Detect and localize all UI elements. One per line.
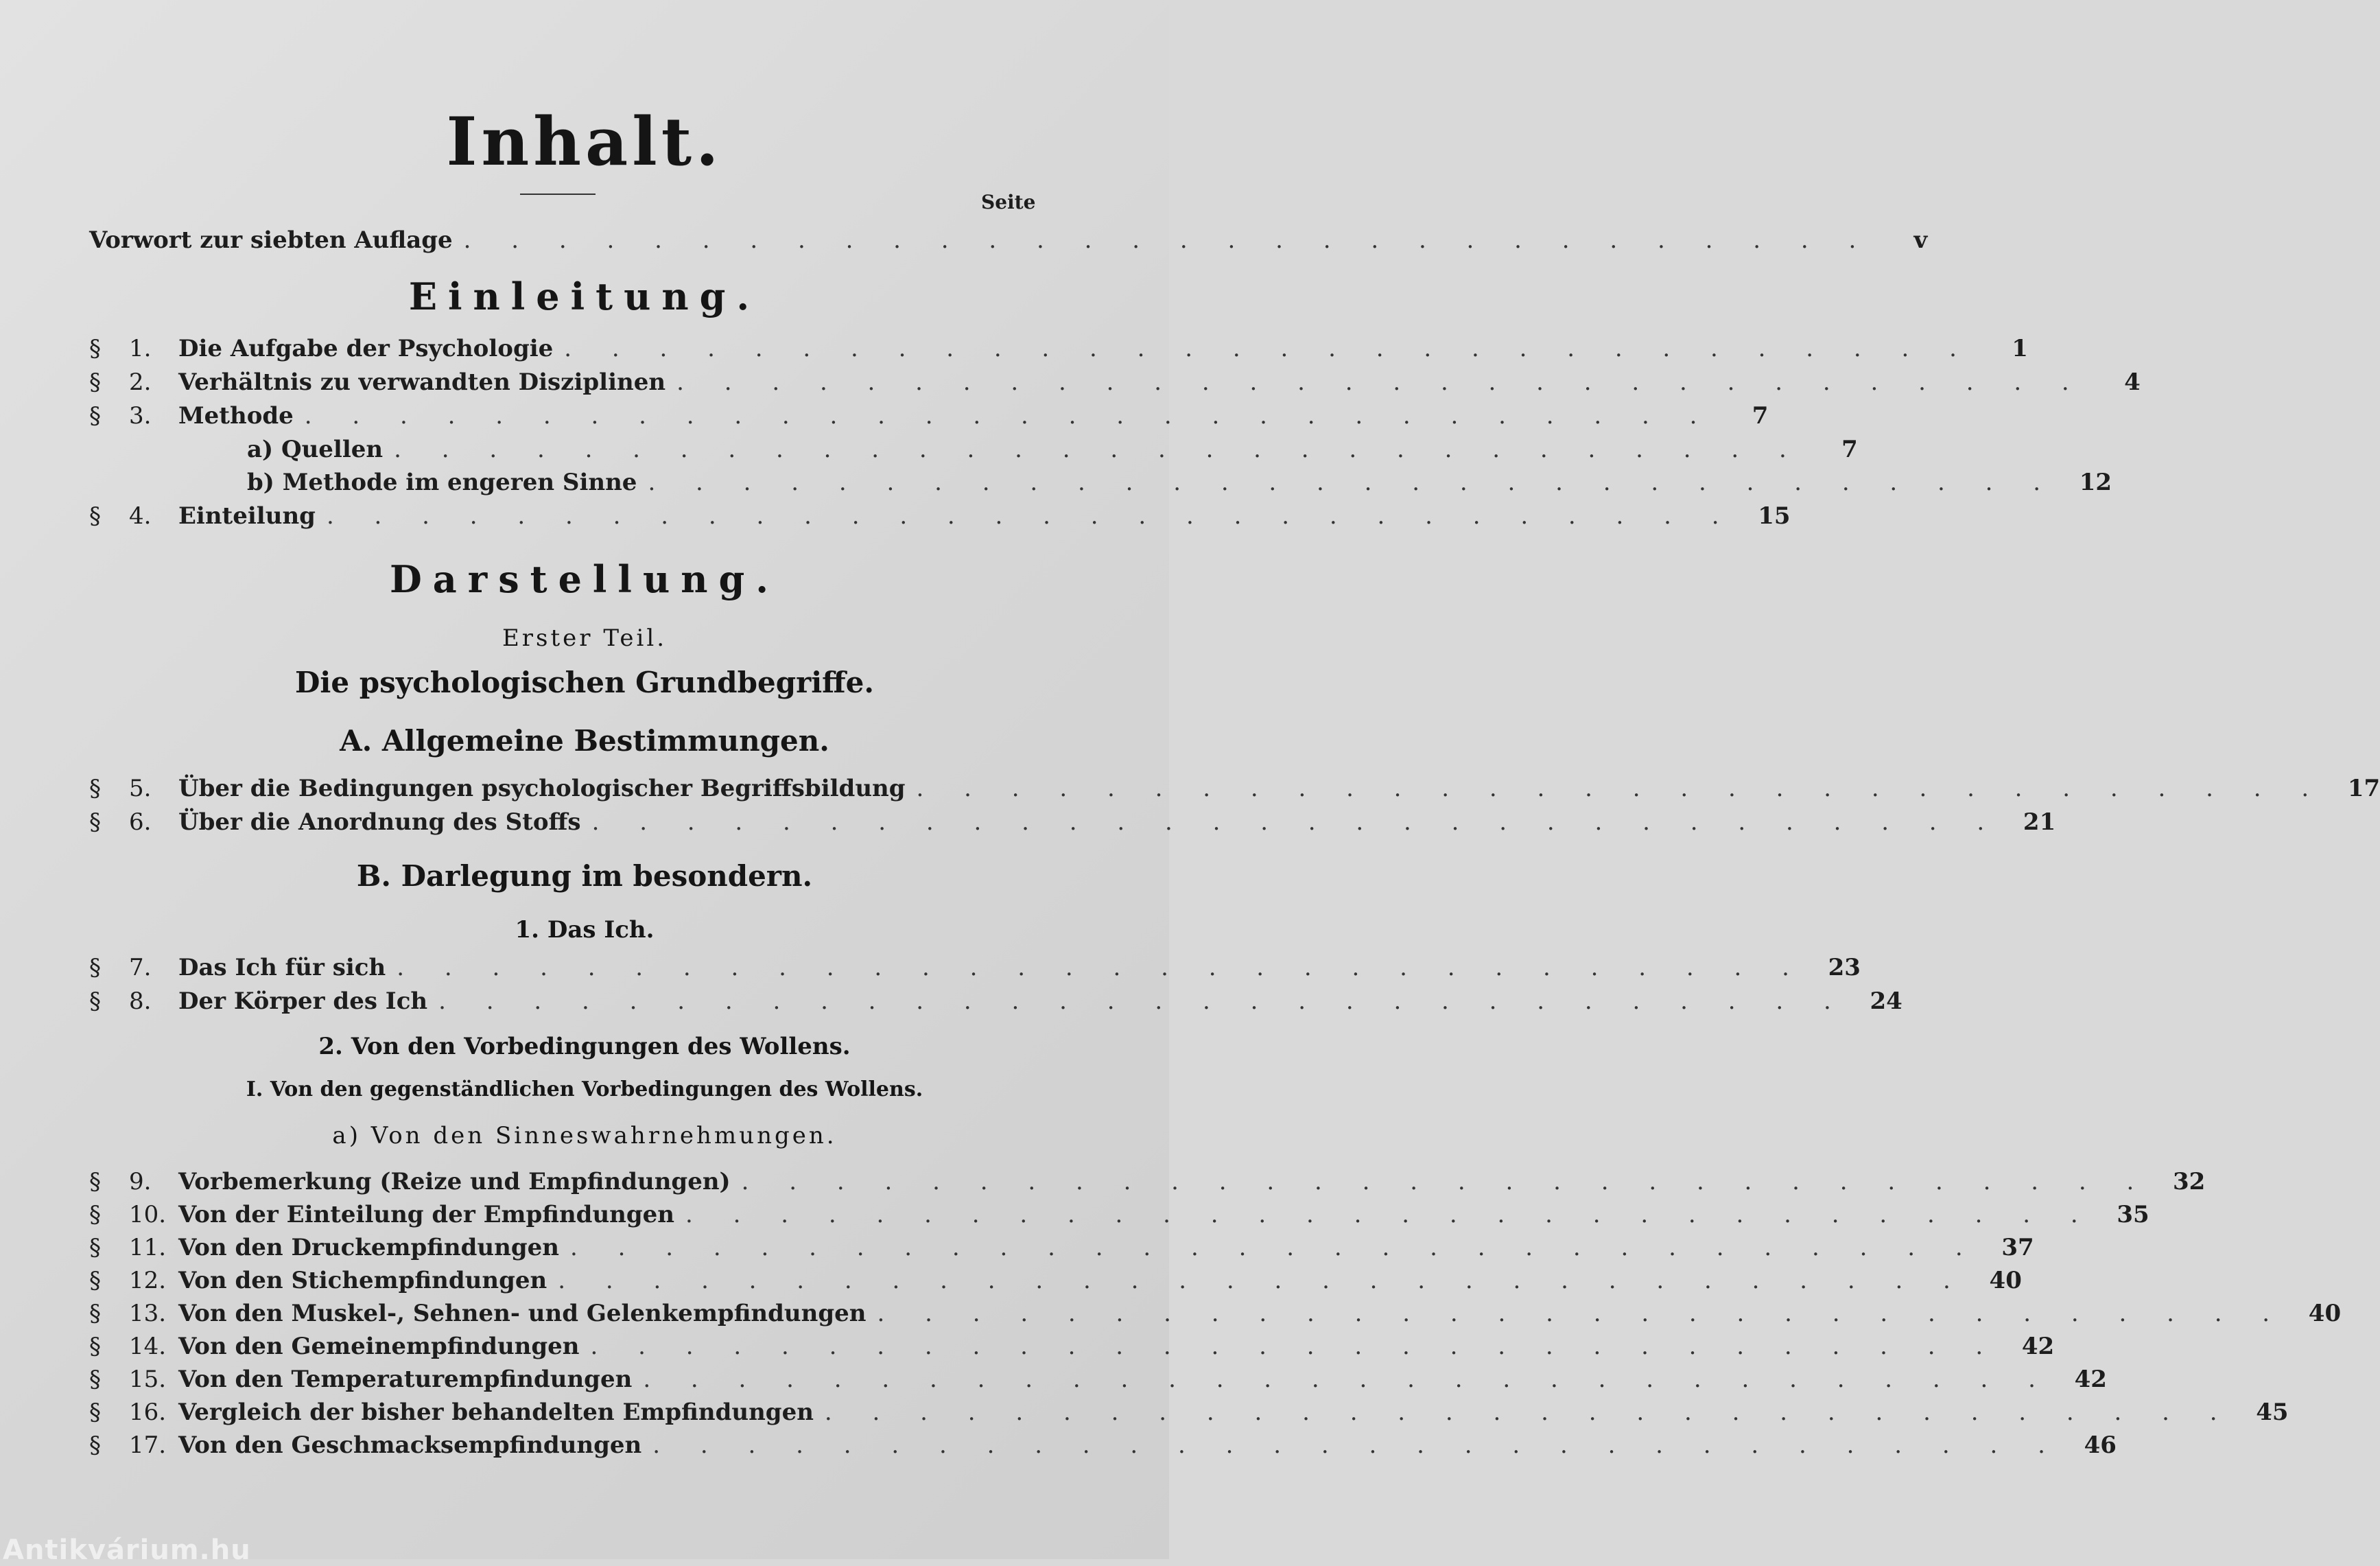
entry-page: 21 [2023, 808, 2056, 836]
paragraph-number: § 14. [89, 1333, 167, 1360]
entry-page: 45 [2256, 1399, 2289, 1426]
subsection-2-heading: 2. Von den Vorbedingungen des Wollens. [318, 1033, 851, 1060]
heading-darstellung: Darstellung. [389, 557, 780, 601]
paragraph-number: § 5. [89, 775, 152, 802]
paragraph-number: § 11. [89, 1234, 167, 1261]
entry-page: 23 [1828, 954, 1861, 981]
watermark: Antikvárium.hu [3, 1534, 251, 1566]
toc-entry [89, 1230, 2034, 1265]
paragraph-number: § 9. [89, 1168, 152, 1195]
leader-dots: . . . . . . . . . . . . . . . . . . . . . . . . . . . . . . [564, 335, 1973, 362]
paragraph-number: § 10. [89, 1201, 167, 1228]
section-b-heading: B. Darlegung im besondern. [356, 859, 813, 893]
paragraph-number: § 13. [89, 1300, 167, 1327]
bleed-through [892, 69, 900, 93]
entry-title: b) Methode im engeren Sinne [247, 469, 637, 496]
entry-page: 40 [2308, 1300, 2342, 1327]
leader-dots: . . . . . . . . . . . . . . . . . . . . . . . . . . . . . . [591, 808, 2001, 836]
leader-dots: . . . . . . . . . . . . . . . . . . . . . . . . . . . . . . [824, 1399, 2234, 1426]
toc-entry [89, 1165, 2206, 1199]
toc-entry [89, 1362, 2107, 1396]
subsection-2-i-heading: I. Von den gegenständlichen Vorbedingungen des Wollens. [246, 1077, 923, 1101]
paragraph-number: § 3. [89, 402, 152, 430]
toc-entry [89, 331, 2028, 366]
entry-page: 15 [1758, 502, 1791, 530]
paragraph-number: § 2. [89, 369, 152, 396]
entry-title: Über die Anordnung des Stoffs [178, 808, 581, 836]
title-rule [520, 194, 596, 195]
paragraph-number: § 8. [89, 987, 152, 1015]
leader-dots: . . . . . . . . . . . . . . . . . . . . . . . . . . . . . . [877, 1300, 2287, 1327]
page-column-label: Seite [981, 191, 1036, 213]
paragraph-number: § 17. [89, 1431, 167, 1459]
leader-dots: . . . . . . . . . . . . . . . . . . . . . . . . . . . . . . [590, 1333, 2000, 1360]
toc-entry [89, 399, 1769, 433]
part-label: Erster Teil. [502, 624, 668, 652]
entry-page: 4 [2124, 369, 2141, 396]
entry-title: Vorwort zur siebten Auflage [89, 226, 453, 254]
leader-dots: . . . . . . . . . . . . . . . . . . . . . . . . . . . . . . [643, 1366, 2052, 1393]
entry-page: 17 [2347, 775, 2380, 802]
part-title: Die psychologischen Grundbegriffe. [295, 666, 874, 699]
entry-title: Das Ich für sich [178, 954, 386, 981]
entry-page: 40 [1989, 1267, 2022, 1294]
toc-entry [89, 499, 1791, 533]
paragraph-number: § 6. [89, 808, 152, 836]
entry-title: Von den Druckempfindungen [178, 1234, 559, 1261]
leader-dots: . . . . . . . . . . . . . . . . . . . . . . . . . . . . . . [685, 1201, 2095, 1228]
entry-title: Von den Gemeinempfindungen [178, 1333, 580, 1360]
leader-dots: . . . . . . . . . . . . . . . . . . . . . . . . . . . . . . [304, 402, 1714, 430]
leader-dots: . . . . . . . . . . . . . . . . . . . . . . . . . . . . . . [652, 1431, 2062, 1459]
entry-page: 35 [2117, 1201, 2149, 1228]
entry-title: Von den Stichempfindungen [178, 1267, 547, 1294]
subsection-2-a-heading: a) Von den Sinneswahrnehmungen. [332, 1122, 837, 1149]
leader-dots: . . . . . . . . . . . . . . . . . . . . . . . . . . . . . . [570, 1234, 1979, 1261]
paragraph-number: § 1. [89, 335, 152, 362]
entry-title: Einteilung [178, 502, 316, 530]
entry-page: 7 [1841, 436, 1858, 463]
leader-dots: . . . . . . . . . . . . . . . . . . . . . . . . . . . . . . [397, 954, 1806, 981]
leader-dots: . . . . . . . . . . . . . . . . . . . . . . . . . . . . . . [394, 436, 1803, 463]
section-a-heading: A. Allgemeine Bestimmungen. [340, 724, 829, 758]
toc-entry [89, 1197, 2149, 1232]
entry-title: Verhältnis zu verwandten Disziplinen [178, 369, 666, 396]
leader-dots: . . . . . . . . . . . . . . . . . . . . . . . . . . . . . . [326, 502, 1736, 530]
leader-dots: . . . . . . . . . . . . . . . . . . . . . . . . . . . . . . [463, 226, 1873, 254]
entry-page: 42 [2074, 1366, 2107, 1393]
toc-entry [89, 805, 2056, 839]
entry-title: Von den Muskel-, Sehnen- und Gelenkempfindungen [178, 1300, 867, 1327]
heading-einleitung: Einleitung. [408, 274, 761, 318]
entry-page: 1 [2012, 335, 2028, 362]
paragraph-number: § 15. [89, 1366, 167, 1393]
entry-title: a) Quellen [247, 436, 384, 463]
entry-page: 7 [1752, 402, 1769, 430]
entry-title: Der Körper des Ich [178, 987, 428, 1015]
leader-dots: . . . . . . . . . . . . . . . . . . . . . . . . . . . . . . [438, 987, 1848, 1015]
toc-subentry [89, 432, 1858, 467]
entry-page: 12 [2079, 469, 2112, 496]
paragraph-number: § 7. [89, 954, 152, 981]
entry-page: 42 [2021, 1333, 2055, 1360]
leader-dots: . . . . . . . . . . . . . . . . . . . . . . . . . . . . . . [916, 775, 2326, 802]
leader-dots: . . . . . . . . . . . . . . . . . . . . . . . . . . . . . . [741, 1168, 2151, 1195]
entry-title: Vergleich der bisher behandelten Empfindungen [178, 1399, 814, 1426]
toc-entry [89, 950, 1861, 985]
toc-entry [89, 1296, 2342, 1331]
toc-subentry [89, 465, 2112, 500]
toc-entry-preface [89, 223, 1928, 257]
entry-page: 46 [2084, 1431, 2117, 1459]
toc-entry [89, 365, 2141, 399]
leader-dots: . . . . . . . . . . . . . . . . . . . . . . . . . . . . . . [558, 1267, 1967, 1294]
leader-dots: . . . . . . . . . . . . . . . . . . . . . . . . . . . . . . [648, 469, 2058, 496]
entry-page: 37 [2001, 1234, 2034, 1261]
toc-entry [89, 1263, 2022, 1298]
paragraph-number: § 16. [89, 1399, 167, 1426]
entry-page: 32 [2172, 1168, 2206, 1195]
entry-title: Über die Bedingungen psychologischer Begriffsbildung [178, 775, 906, 802]
entry-title: Vorbemerkung (Reize und Empfindungen) [178, 1168, 731, 1195]
leader-dots: . . . . . . . . . . . . . . . . . . . . . . . . . . . . . . [676, 369, 2086, 396]
page-title: Inhalt. [446, 103, 723, 180]
entry-title: Methode [178, 402, 294, 430]
entry-page: 24 [1870, 987, 1902, 1015]
paragraph-number: § 4. [89, 502, 152, 530]
entry-page: v [1913, 226, 1928, 254]
toc-entry [89, 984, 1902, 1018]
toc-entry [89, 771, 2380, 806]
toc-entry [89, 1395, 2289, 1429]
toc-entry [89, 1428, 2117, 1462]
paragraph-number: § 12. [89, 1267, 167, 1294]
entry-title: Von den Geschmacksempfindungen [178, 1431, 642, 1459]
subsection-1-heading: 1. Das Ich. [515, 916, 655, 944]
entry-title: Von den Temperaturempfindungen [178, 1366, 633, 1393]
entry-title: Von der Einteilung der Empfindungen [178, 1201, 675, 1228]
entry-title: Die Aufgabe der Psychologie [178, 335, 554, 362]
toc-entry [89, 1329, 2055, 1364]
